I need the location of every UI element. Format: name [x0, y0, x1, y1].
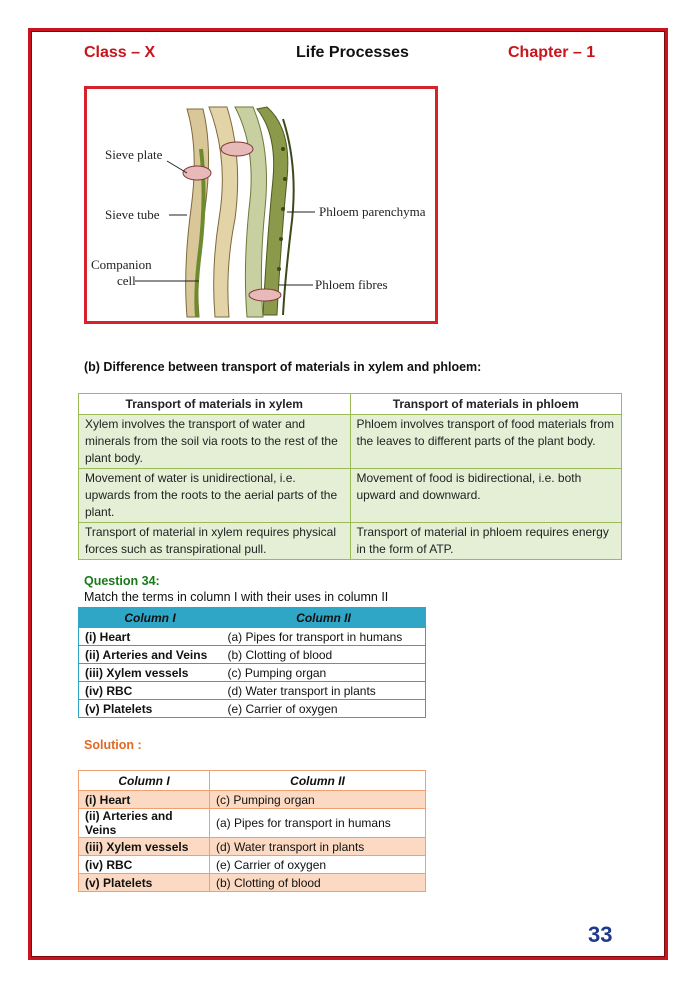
table-row [79, 415, 622, 469]
solution-table [78, 770, 426, 892]
table-row [79, 856, 426, 874]
column-header: Transport of materials in xylem [79, 394, 351, 415]
table-header-row [79, 771, 426, 791]
table-cell: (i) Heart [79, 791, 210, 809]
table-cell: (d) Water transport in plants [222, 682, 426, 700]
table-row [79, 469, 622, 523]
table-cell: (v) Platelets [79, 700, 222, 718]
table-cell: Phloem involves transport of food materials from the leaves to different parts of the plant body. [350, 415, 622, 469]
class-label: Class – X [84, 44, 156, 61]
table-cell: (iii) Xylem vessels [79, 664, 222, 682]
table-row [79, 791, 426, 809]
table-cell: (b) Clotting of blood [222, 646, 426, 664]
table-cell: (ii) Arteries and Veins [79, 809, 210, 838]
solution-title: Solution : [84, 738, 142, 752]
phloem-diagram [84, 86, 438, 324]
table-row [79, 628, 426, 646]
table-cell: Transport of material in xylem requires physical forces such as transpirational pull. [79, 523, 351, 560]
table-cell: (a) Pipes for transport in humans [210, 809, 426, 838]
page-number: 33 [588, 922, 613, 947]
column-header: Column II [222, 608, 426, 628]
table-cell: (d) Water transport in plants [210, 838, 426, 856]
table-row [79, 682, 426, 700]
table-cell: (iv) RBC [79, 682, 222, 700]
table-cell: (iii) Xylem vessels [79, 838, 210, 856]
table-cell: Xylem involves the transport of water and minerals from the soil via roots to the rest of the plant body. [79, 415, 351, 469]
column-header: Column II [210, 771, 426, 791]
label-sieve-plate: Sieve plate [105, 147, 163, 162]
column-header: Transport of materials in phloem [350, 394, 622, 415]
table-row [79, 838, 426, 856]
chapter-label: Chapter – 1 [508, 44, 596, 61]
label-sieve-tube: Sieve tube [105, 207, 160, 222]
xylem-phloem-table [78, 393, 622, 560]
table-cell: (v) Platelets [79, 874, 210, 892]
table-cell: (e) Carrier of oxygen [222, 700, 426, 718]
table-cell: Movement of water is unidirectional, i.e. upwards from the roots to the aerial parts of the plant. [79, 469, 351, 523]
table-cell: (iv) RBC [79, 856, 210, 874]
phloem-illustration [87, 89, 435, 321]
table-cell: (c) Pumping organ [210, 791, 426, 809]
table-cell: Transport of material in phloem requires energy in the form of ATP. [350, 523, 622, 560]
column-header: Column I [79, 608, 222, 628]
page-header [0, 44, 700, 66]
column-header: Column I [79, 771, 210, 791]
table-cell: (ii) Arteries and Veins [79, 646, 222, 664]
label-companion-cell: Companion [91, 257, 152, 272]
table-cell: Movement of food is bidirectional, i.e. both upward and downward. [350, 469, 622, 523]
label-phloem-parenchyma: Phloem parenchyma [319, 204, 426, 219]
label-companion-cell-2: cell [117, 273, 136, 288]
table-header-row [79, 394, 622, 415]
table-cell: (c) Pumping organ [222, 664, 426, 682]
table-row [79, 646, 426, 664]
table-row [79, 809, 426, 838]
match-question-table [78, 607, 426, 718]
page-title: Life Processes [296, 44, 409, 61]
table-cell: (i) Heart [79, 628, 222, 646]
table-row [79, 523, 622, 560]
question-title: Question 34: [84, 574, 160, 588]
table-cell: (a) Pipes for transport in humans [222, 628, 426, 646]
section-b-heading: (b) Difference between transport of materials in xylem and phloem: [84, 360, 482, 374]
table-cell: (e) Carrier of oxygen [210, 856, 426, 874]
table-row [79, 700, 426, 718]
table-cell: (b) Clotting of blood [210, 874, 426, 892]
table-header-row [79, 608, 426, 628]
table-row [79, 664, 426, 682]
question-text: Match the terms in column I with their uses in column II [84, 590, 389, 604]
label-phloem-fibres: Phloem fibres [315, 277, 388, 292]
table-row [79, 874, 426, 892]
